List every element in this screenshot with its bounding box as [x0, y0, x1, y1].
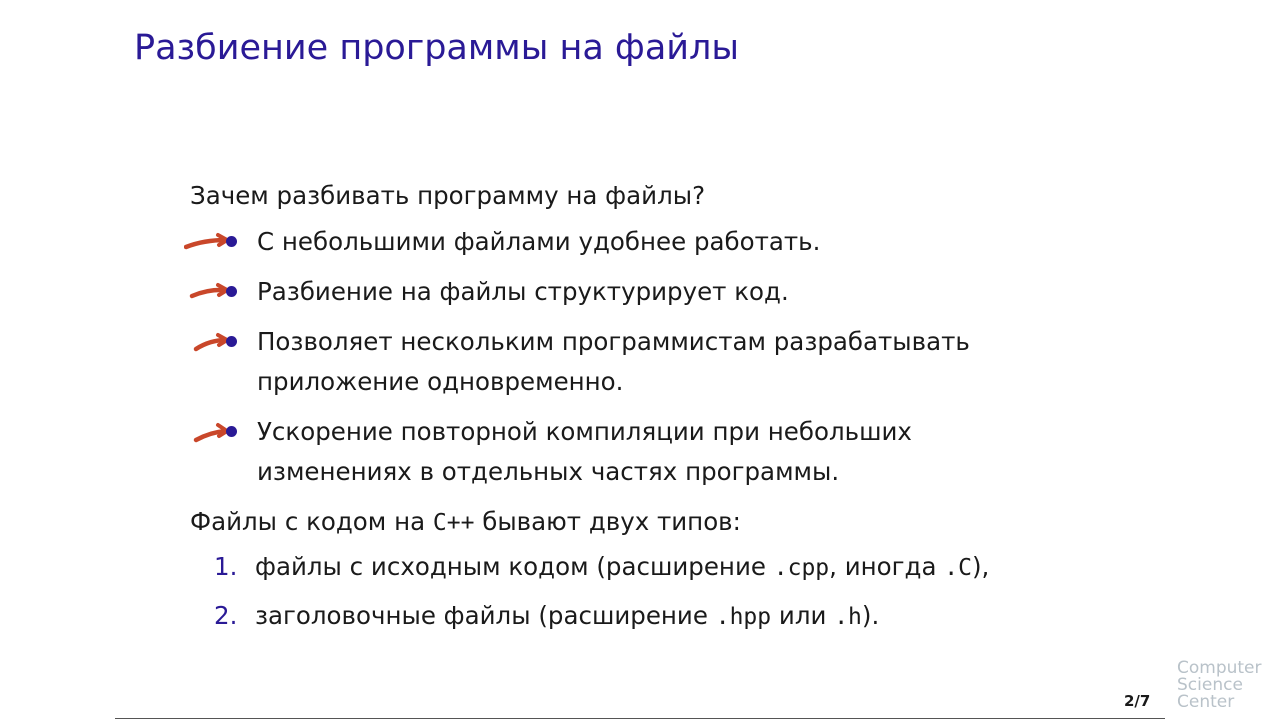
item-text: ).	[861, 601, 880, 630]
inline-code: .hpp	[715, 604, 772, 630]
hand-drawn-arrow-icon	[184, 330, 232, 354]
inline-code: C++	[432, 510, 475, 536]
list-item	[190, 322, 1090, 402]
hand-drawn-arrow-icon	[184, 280, 232, 304]
question-text: Зачем разбивать программу на файлы?	[190, 181, 706, 210]
intro-text: Файлы с кодом на	[190, 507, 433, 536]
intro-text: бывают двух типов:	[474, 507, 741, 536]
bullet-dot	[226, 336, 237, 347]
inline-code: .h	[834, 604, 862, 630]
hand-drawn-arrow-icon	[184, 420, 232, 444]
item-text: файлы с исходным кодом (расширение	[255, 552, 774, 581]
item-text: , иногда	[829, 552, 945, 581]
item-text: ),	[971, 552, 990, 581]
bullet-text: Позволяет нескольким программистам разрабатывать	[257, 327, 970, 356]
list-item	[190, 412, 1090, 492]
bullet-text: С небольшими файлами удобнее работать.	[257, 227, 821, 256]
list-item	[190, 222, 1090, 262]
list-item	[190, 272, 1090, 312]
item-number: 1.	[214, 552, 238, 581]
list-item	[190, 596, 1090, 637]
footer-divider	[115, 718, 1165, 719]
page-number: 2/7	[1124, 692, 1151, 710]
bullet-dot	[226, 286, 237, 297]
item-text: или	[771, 601, 835, 630]
bullet-dot	[226, 236, 237, 247]
bullet-text: Ускорение повторной компиляции при небольших	[257, 417, 912, 446]
file-types-intro	[190, 502, 1090, 543]
item-text: заголовочные файлы (расширение	[255, 601, 716, 630]
bullet-text: изменениях в отдельных частях программы.	[257, 457, 840, 486]
item-number: 2.	[214, 601, 238, 630]
hand-drawn-arrow-icon	[184, 230, 232, 254]
bullet-text: приложение одновременно.	[257, 367, 624, 396]
slide-title: Разбиение программы на файлы	[134, 28, 740, 68]
slide-content	[190, 176, 1090, 645]
inline-code: .cpp	[773, 555, 830, 581]
bullet-text: Разбиение на файлы структурирует код.	[257, 277, 789, 306]
bullet-dot	[226, 426, 237, 437]
reasons-list	[190, 222, 1090, 492]
list-item	[190, 547, 1090, 588]
logo-line: Computer	[1177, 658, 1262, 678]
logo-line: Center	[1177, 692, 1235, 712]
logo-line: Science	[1177, 675, 1243, 695]
file-types-list	[190, 547, 1090, 637]
inline-code: .C	[944, 555, 972, 581]
csc-logo	[1177, 660, 1277, 711]
